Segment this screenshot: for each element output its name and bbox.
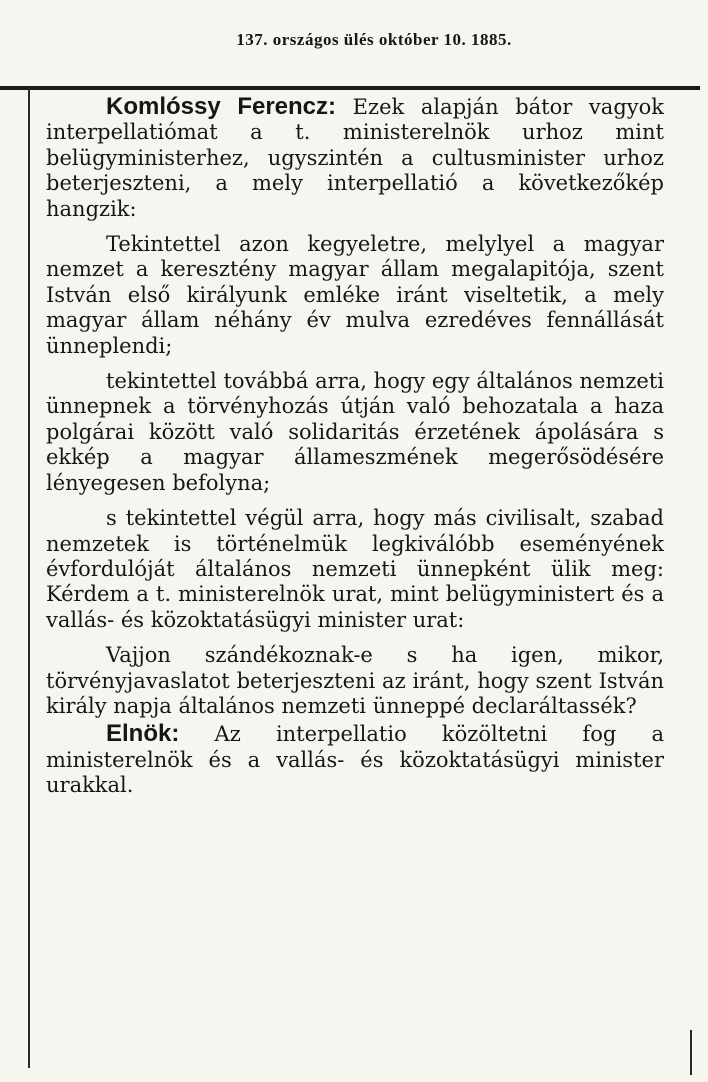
speech-intro-text: Ezek alapján bátor vagyok interpellatiómat a t. ministerelnök urhoz mint belügyministerhez, ugyszintén a cultusminister urhoz beterjeszteni, a mely interpellatió a következőkép hangzik: bbox=[46, 95, 664, 221]
article-body bbox=[46, 94, 664, 809]
president-reply-text: Az interpellatio közöltetni fog a ministerelnök és a vallás- és közoktatásügyi minister urakkal. bbox=[46, 722, 664, 798]
header-rule bbox=[0, 86, 700, 90]
speaker-name: Komlóssy Ferencz: bbox=[106, 93, 337, 120]
president-name: Elnök: bbox=[106, 720, 180, 748]
paragraph-4 bbox=[46, 643, 664, 719]
president-reply bbox=[46, 721, 664, 798]
paragraph-1: Tekintettel azon kegyeletre, melylyel a magyar nemzet a keresztény magyar állam megalapitója, szent István első királyunk emléke iránt viseltetik, a mely magyar állam néhány év mulva ezredéves fennállását ünneplendi; bbox=[46, 232, 664, 358]
paragraph-4-part-1: Vajjon szándékoznak-e s ha igen, mikor, törvényjavaslatot beterjeszteni az iránt, hogy szent bbox=[46, 643, 664, 693]
column-rule-right bbox=[690, 1030, 692, 1075]
page-header: 137. országos ülés október 10. 1885. bbox=[236, 30, 512, 49]
paragraph-3: s tekintettel végül arra, hogy más civilisalt, szabad nemzetek is történelmük legkiválóbb eseményének évfordulóját általános nemzeti ünnepként ülik meg: Kérdem a t. ministerelnök urat, mint belügyministert és a vallás- és közoktatásügyi minister urat: bbox=[46, 506, 664, 632]
speech-intro bbox=[46, 94, 664, 222]
paragraph-4-part-2: István király napja általános nemzeti ünneppé declaráltassék? bbox=[46, 668, 664, 718]
column-rule bbox=[28, 88, 30, 1068]
paragraph-2: tekintettel továbbá arra, hogy egy általános nemzeti ünnepnek a törvényhozás útján való behozatala a haza polgárai között való solidaritás érzetének ápolására s ekkép a magyar állameszmének megerősödésére lényegesen befolyna; bbox=[46, 369, 664, 495]
